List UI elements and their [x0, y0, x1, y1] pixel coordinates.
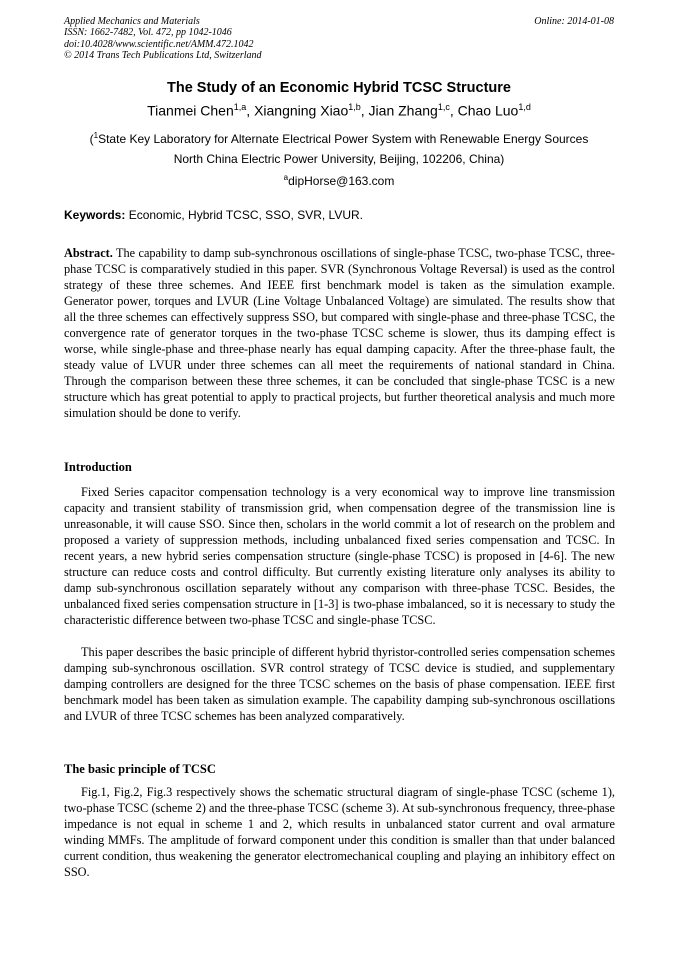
affiliation-line-1: [0, 131, 678, 146]
online-date: Online: 2014-01-08: [534, 16, 614, 27]
abstract-label: Abstract.: [64, 246, 113, 260]
abstract-paragraph: [64, 245, 615, 422]
author-sup: 1,d: [518, 102, 531, 112]
email-sup: a: [283, 173, 289, 182]
author-name: Jian Zhang: [368, 102, 438, 119]
author-name: Xiangning Xiao: [254, 102, 349, 119]
journal-issn: ISSN: 1662-7482, Vol. 472, pp 1042-1046: [64, 27, 232, 39]
author-name: Tianmei Chen: [147, 102, 234, 119]
author-sep: ,: [246, 102, 255, 119]
abstract-text: The capability to damp sub-synchronous oscillations of single-phase TCSC, two-phase TCSC, three-phase TCSC is comparatively studied in this paper. SVR (Synchronous Voltage Reversal) is used as the control strategy of these three schemes. And IEEE first benchmark model is taken as the simulation example. Generator power, torques and LVUR (Line Voltage Unbalanced Voltage) are simulated. The results show that all the three schemes can effectively suppress SSO, but compared with single-phase and three-phase TCSC, the convergence rate of generator torques in the two-phase TCSC scheme is slower, thus its damping effect is worse, while single-phase and three-phase nearly has equal damping capacity. After the three-phase fault, the steady value of LVUR under three schemes can all meet the requirements of national standard in China. Through the comparison between these three schemes, it can be concluded that single-phase TCSC is a new structure which has great potential to apply to practical projects, but further theoretical analysis and much more simulation should be done to verify.: [64, 246, 615, 421]
affiliation-paren: (: [89, 132, 94, 146]
keywords-text: Economic, Hybrid TCSC, SSO, SVR, LVUR.: [128, 208, 363, 222]
journal-name: Applied Mechanics and Materials: [64, 16, 200, 27]
email-line: [0, 173, 678, 188]
journal-header: [64, 16, 262, 61]
section-heading-introduction: Introduction: [64, 460, 132, 474]
affiliation-text: State Key Laboratory for Alternate Electrical Power System with Renewable Energy Sources: [98, 132, 589, 146]
email-link[interactable]: dipHorse@163.com: [288, 174, 395, 188]
basic-paragraph-1: Fig.1, Fig.2, Fig.3 respectively shows the schematic structural diagram of single-phase TCSC (scheme 1), two-phase TCSC (scheme 2) and the three-phase TCSC (scheme 3). At sub-synchronous frequency, three-phase impedance is not equal in scheme 1 and 2, which results in unbalanced stator current and oval armature winding MMFs. The amplitude of forward component under this condition is smaller than that under balanced current condition, thus weakening the generator electromechanical coupling and playing an inhibitory effect on SSO.: [64, 785, 615, 880]
author-list: [0, 102, 678, 119]
section-heading-basic-principle: The basic principle of TCSC: [64, 762, 216, 776]
keywords-line: [64, 208, 363, 222]
journal-doi: doi:10.4028/www.scientific.net/AMM.472.1042: [64, 38, 254, 50]
affiliation-sup: 1: [93, 131, 99, 140]
intro-paragraph-1: Fixed Series capacitor compensation technology is a very economical way to improve line transmission capacity and transient stability of transmission grid, when compensation degree of the transmission line is unreasonable, it will cause SSO. Since then, scholars in the world commit a lot of research on the problem and proposed a variety of suppression methods, including unbalanced fixed series compensation and TCSC. In recent years, a new hybrid series compensation structure (single-phase TCSC) is proposed in [4-6]. The new structure can reduce costs and control difficulty. But currently existing literature only analyses its ability to damp sub-synchronous oscillation separately without any comparison with three-phase TCSC. Besides, the unbalanced fixed series compensation structure in [1-3] is two-phase imbalanced, so it is necessary to study the characteristic difference between two-phase TCSC and single-phase TCSC.: [64, 485, 615, 628]
intro-paragraph-2: This paper describes the basic principle of different hybrid thyristor-controlled series compensation schemes damping sub-synchronous oscillation. SVR control strategy of TCSC device is studied, and supplementary damping controllers are designed for the three TCSC schemes on the basis of phase compensation. IEEE first benchmark model has been taken as simulation example. The capability damping sub-synchronous oscillations and LVUR of three TCSC schemes has been analyzed comparatively.: [64, 645, 615, 724]
paper-title: The Study of an Economic Hybrid TCSC Structure: [166, 80, 511, 96]
author-sup: 1,b: [348, 102, 361, 112]
journal-copyright: © 2014 Trans Tech Publications Ltd, Switzerland: [64, 49, 262, 61]
keywords-label: Keywords:: [64, 208, 126, 222]
author-sup: 1,c: [437, 102, 450, 112]
affiliation-line-2: North China Electric Power University, Beijing, 102206, China): [173, 152, 505, 166]
author-sep: ,: [360, 102, 369, 119]
author-name: Chao Luo: [457, 102, 519, 119]
author-sep: ,: [449, 102, 458, 119]
author-sup: 1,a: [233, 102, 247, 112]
